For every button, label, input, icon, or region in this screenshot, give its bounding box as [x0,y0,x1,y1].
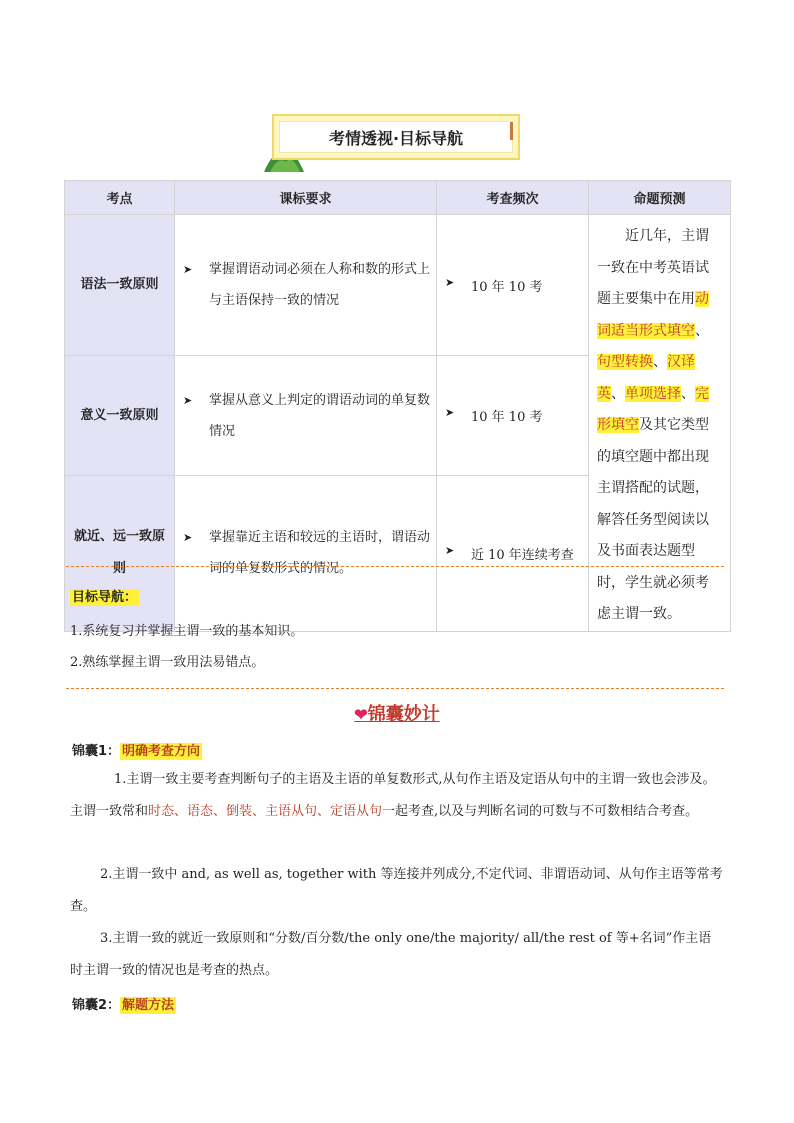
goals-label [70,586,139,605]
paragraph-text: 1.主谓一致主要考查判断句子的主语及主语的单复数形式,从句作主语及定语从句中的主谓一致也会涉及。 主谓一致常和 [70,772,716,819]
paragraph-keywords: 时态、语态、倒装、主语从句、定语从句 [148,804,383,819]
frequency-cell [437,215,589,356]
point-cell: 语法一致原则 [65,215,175,356]
banner-title: 考情透视·目标导航 [279,121,513,153]
goals-label-text: 目标导航： [72,590,138,605]
prediction-intro: 近几年，主谓一致在中考英语试题主要集中在用 [597,228,709,307]
tip2-title: 解题方法 [122,998,175,1013]
frequency-text: 近 10 年连续考查 [471,547,574,563]
banner-accent [510,122,513,140]
exam-table [64,180,731,632]
requirement-cell [175,356,437,476]
frequency-cell [437,476,589,631]
heart-icon: ❤ [354,705,368,724]
header-cell: 命题预测 [589,181,731,215]
requirement-cell [175,215,437,356]
frequency-text: 10 年 10 考 [471,279,543,295]
header-cell: 课标要求 [175,181,437,215]
goal-item: 2.熟练掌握主谓一致用法易错点。 [70,655,265,670]
prediction-highlight: 完形填空 [597,385,709,433]
tips-title: 锦囊妙计 [367,704,440,725]
prediction-sep: 、 [695,322,709,339]
prediction-cell [589,215,731,632]
tips-heading [0,700,794,726]
tip-paragraph: 2.主谓一致中 and, as well as, together with 等连接并列成分,不定代词、非谓语动词、从句作主语等常考查。 [70,867,723,914]
arrow-bullet-icon: ➤ [183,531,193,545]
tip2-label: 锦囊2： [72,998,121,1013]
prediction-sep: 、 [653,354,667,370]
tip1-title: 明确考查方向 [122,744,201,759]
divider [66,566,724,567]
prediction-highlight: 汉译英 [597,354,695,402]
tip1-label: 锦囊1： [72,744,121,759]
arrow-bullet-icon: ➤ [183,393,193,407]
tip-paragraph: 3.主谓一致的就近一致原则和“分数/百分数/the only one/the majority/ all/the rest of 等+名词”作主语时主谓一致的情况也是考查的热点。 [70,931,712,978]
requirement-text: 掌握从意义上判定的谓语动词的单复数情况 [209,392,431,439]
header-cell: 考查频次 [437,181,589,215]
arrow-bullet-icon: ➤ [183,263,193,277]
frequency-text: 10 年 10 考 [471,410,543,426]
arrow-bullet-icon: ➤ [445,275,455,289]
section-banner [262,112,524,174]
table-row [65,215,731,356]
goal-item: 1.系统复习并掌握主谓一致的基本知识。 [70,624,304,639]
banner-frame [272,114,520,160]
prediction-sep: 、 [681,385,695,402]
point-cell: 就近、远一致原则 [65,476,175,631]
requirement-cell [175,476,437,631]
prediction-sep: 、 [611,385,625,402]
prediction-outro: 及其它类型的填空题中都出现主谓搭配的试题，解答任务型阅读以及书面表达题型时，学生就必须考虑主谓一致。 [597,417,709,622]
prediction-highlight: 单项选择 [625,385,681,402]
requirement-text: 掌握谓语动词必须在人称和数的形式上与主语保持一致的情况 [209,262,431,309]
table-header-row [65,181,731,215]
divider [66,688,724,689]
requirement-text: 掌握靠近主语和较远的主语时，谓语动词的单复数形式的情况。 [209,530,431,577]
prediction-highlight: 动词适当形式填空 [597,291,709,339]
frequency-cell [437,356,589,476]
arrow-bullet-icon: ➤ [445,406,455,420]
header-cell: 考点 [65,181,175,215]
paragraph-text: 一起考查,以及与判断名词的可数与不可数相结合考查。 [382,804,699,819]
tip2-heading [72,994,176,1013]
tip-paragraph [70,764,724,828]
point-cell: 意义一致原则 [65,356,175,476]
arrow-bullet-icon: ➤ [445,543,455,557]
tip1-heading [72,740,202,759]
prediction-highlight: 句型转换 [597,354,653,370]
